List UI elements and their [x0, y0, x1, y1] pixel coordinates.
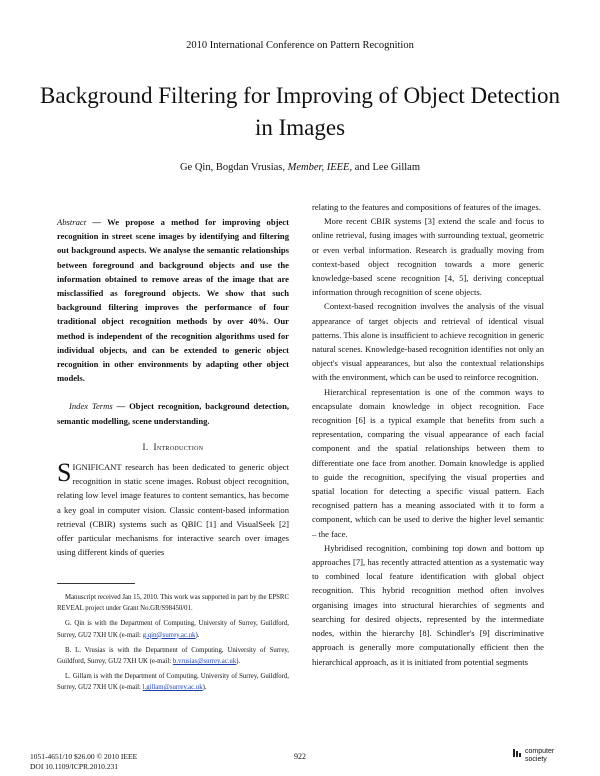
- intro-paragraph-1: [57, 460, 289, 559]
- index-terms: [57, 399, 289, 427]
- page-number: 922: [294, 752, 306, 761]
- authors-last: , and Lee Gillam: [349, 162, 421, 173]
- footnote-author-vrusias: B. L. Vrusias is with the Department of Computing, University of Surrey, Guildford, Surrey, GU2 7XH UK (e-mail: b.vrusias@surrey.ac.uk).: [57, 646, 289, 666]
- section-number: I.: [142, 441, 149, 452]
- index-terms-label: Index Terms: [69, 401, 113, 412]
- section-title: Introduction: [153, 441, 204, 452]
- email-link-gillam[interactable]: l.gillam@surrey.ac.uk: [142, 684, 203, 692]
- abstract-text: We propose a method for improving object recognition in street scene images by identifying and filtering out background aspects. We analyse the semantic relationships between foreground and background objects and use the information obtained to remove areas of the image that are misclassified as foreground objects. We show that such background filtering improves the performance of four traditional object recognition methods by over 40%. Our method is independent of the recognition algorithms used for individual objects, and can be extended to generic object recognition in other environments by adapting other object models.: [57, 217, 289, 384]
- footer-issn: 1051-4651/10 $26.00 © 2010 IEEE: [30, 752, 138, 761]
- body-paragraph-context: Context-based recognition involves the analysis of the visual appearance of target objects and retrieval of identical visual patterns. This alone is insufficient to achieve recognition in generic natural scenes. Knowledge-based recognition identifies not only an object's visual appearances, but also the contextual relationships with the environment, which can be used to reinforce recognition.: [312, 301, 544, 383]
- abstract-label: Abstract: [57, 217, 87, 227]
- body-paragraph-hybrid: Hybridised recognition, combining top down and bottom up approaches [7], has recently attracted attention as a systematic way to combined local feature identification with global object recognition. This hybrid recognition method often involves organising images into structural hierarchies of segments and searching for desired objects, represented by the intermediate nodes, within the hierarchy [8]. Schindler's [9] discriminative approach is generally more computationally efficient then the hierarchical approach, as it is initiated from potential segments: [312, 542, 544, 667]
- footer-doi: DOI 10.1109/ICPR.2010.231: [30, 762, 119, 771]
- paper-title: Background Filtering for Improving of Object Detection in Images: [40, 83, 560, 140]
- abstract: [57, 215, 289, 385]
- footnote-rule: [57, 583, 135, 584]
- logo-text-line2: society: [525, 756, 547, 763]
- footnote-author-qin: G. Qin is with the Department of Computing, University of Surrey, Guildford, Surrey, GU2 7XH UK (e-mail: g.qin@surrey.ac.uk).: [57, 620, 289, 639]
- right-column: [312, 200, 544, 669]
- body-paragraph-hierarchical: Hierarchical representation is one of the common ways to encapsulate domain knowledge in object recognition. Face recognition [6] is a typical example that benefits from such a representation, comparing the visual appearance of each facial component and the spatial relationships between them to differentiate one face from another. Domain knowledge is applied to guide the recognition, specifying the visual properties and spatial location for detecting a specific visual pattern. Each recognised pattern has a meaning associated with it to form a component, which can be used to derive the higher level semantic – the face.: [312, 386, 544, 539]
- left-column: [57, 215, 289, 559]
- section-heading-introduction: [57, 440, 289, 454]
- intro-paragraph-1-text: IGNIFICANT research has been dedicated to generic object recognition in static scene images. Robust object recognition, relating low level image features to content semantics, has become a key goal in computer vision. Classic content-based information retrieval (CBIR) systems such as QBIC [1] and VisualSeek [2] offer particular mechanisms for interactive search over images using different kinds of queries: [57, 462, 289, 558]
- email-link-qin[interactable]: g.qin@surrey.ac.uk: [142, 631, 196, 639]
- body-paragraph-continuation: relating to the features and compositions of features of the images.: [312, 202, 541, 212]
- footnote-author-gillam: L. Gillam is with the Department of Computing, University of Surrey, Guildford, Surrey, GU2 7XH UK (e-mail: l.gillam@surrey.ac.uk).: [57, 673, 289, 692]
- logo-text-line1: computer: [525, 748, 555, 755]
- author-line: [0, 162, 600, 173]
- body-paragraph-cbir: More recent CBIR systems [3] extend the scale and focus to online retrieval, fusing images with surrounding textual, geometric or even verbal information. Research is gradually moving from context-based object recognition towards a more generic knowledge-based scene recognition [4, 5], deriving conceptual information through recognition of scene objects.: [312, 216, 544, 298]
- footnote-manuscript: Manuscript received Jan 15, 2010. This work was supported in part by the EPSRC REVEAL project under Grant No.GR/S98450/01.: [57, 594, 289, 613]
- authors-names: Ge Qin, Bogdan Vrusias,: [179, 162, 288, 173]
- conference-header: 2010 International Conference on Pattern Recognition: [186, 40, 414, 51]
- index-terms-dash: —: [112, 401, 130, 412]
- index-terms-text: Object recognition, background detection, semantic modelling, scene understanding.: [57, 401, 290, 426]
- email-link-vrusias[interactable]: b.vrusias@surrey.ac.uk: [172, 658, 237, 666]
- drop-cap: S: [57, 458, 72, 488]
- authors-membership: Member, IEEE: [287, 162, 350, 173]
- computer-society-logo: [512, 748, 554, 764]
- footnotes: [57, 583, 289, 698]
- abstract-dash: —: [86, 217, 108, 227]
- computer-society-logo-icon: [512, 748, 522, 758]
